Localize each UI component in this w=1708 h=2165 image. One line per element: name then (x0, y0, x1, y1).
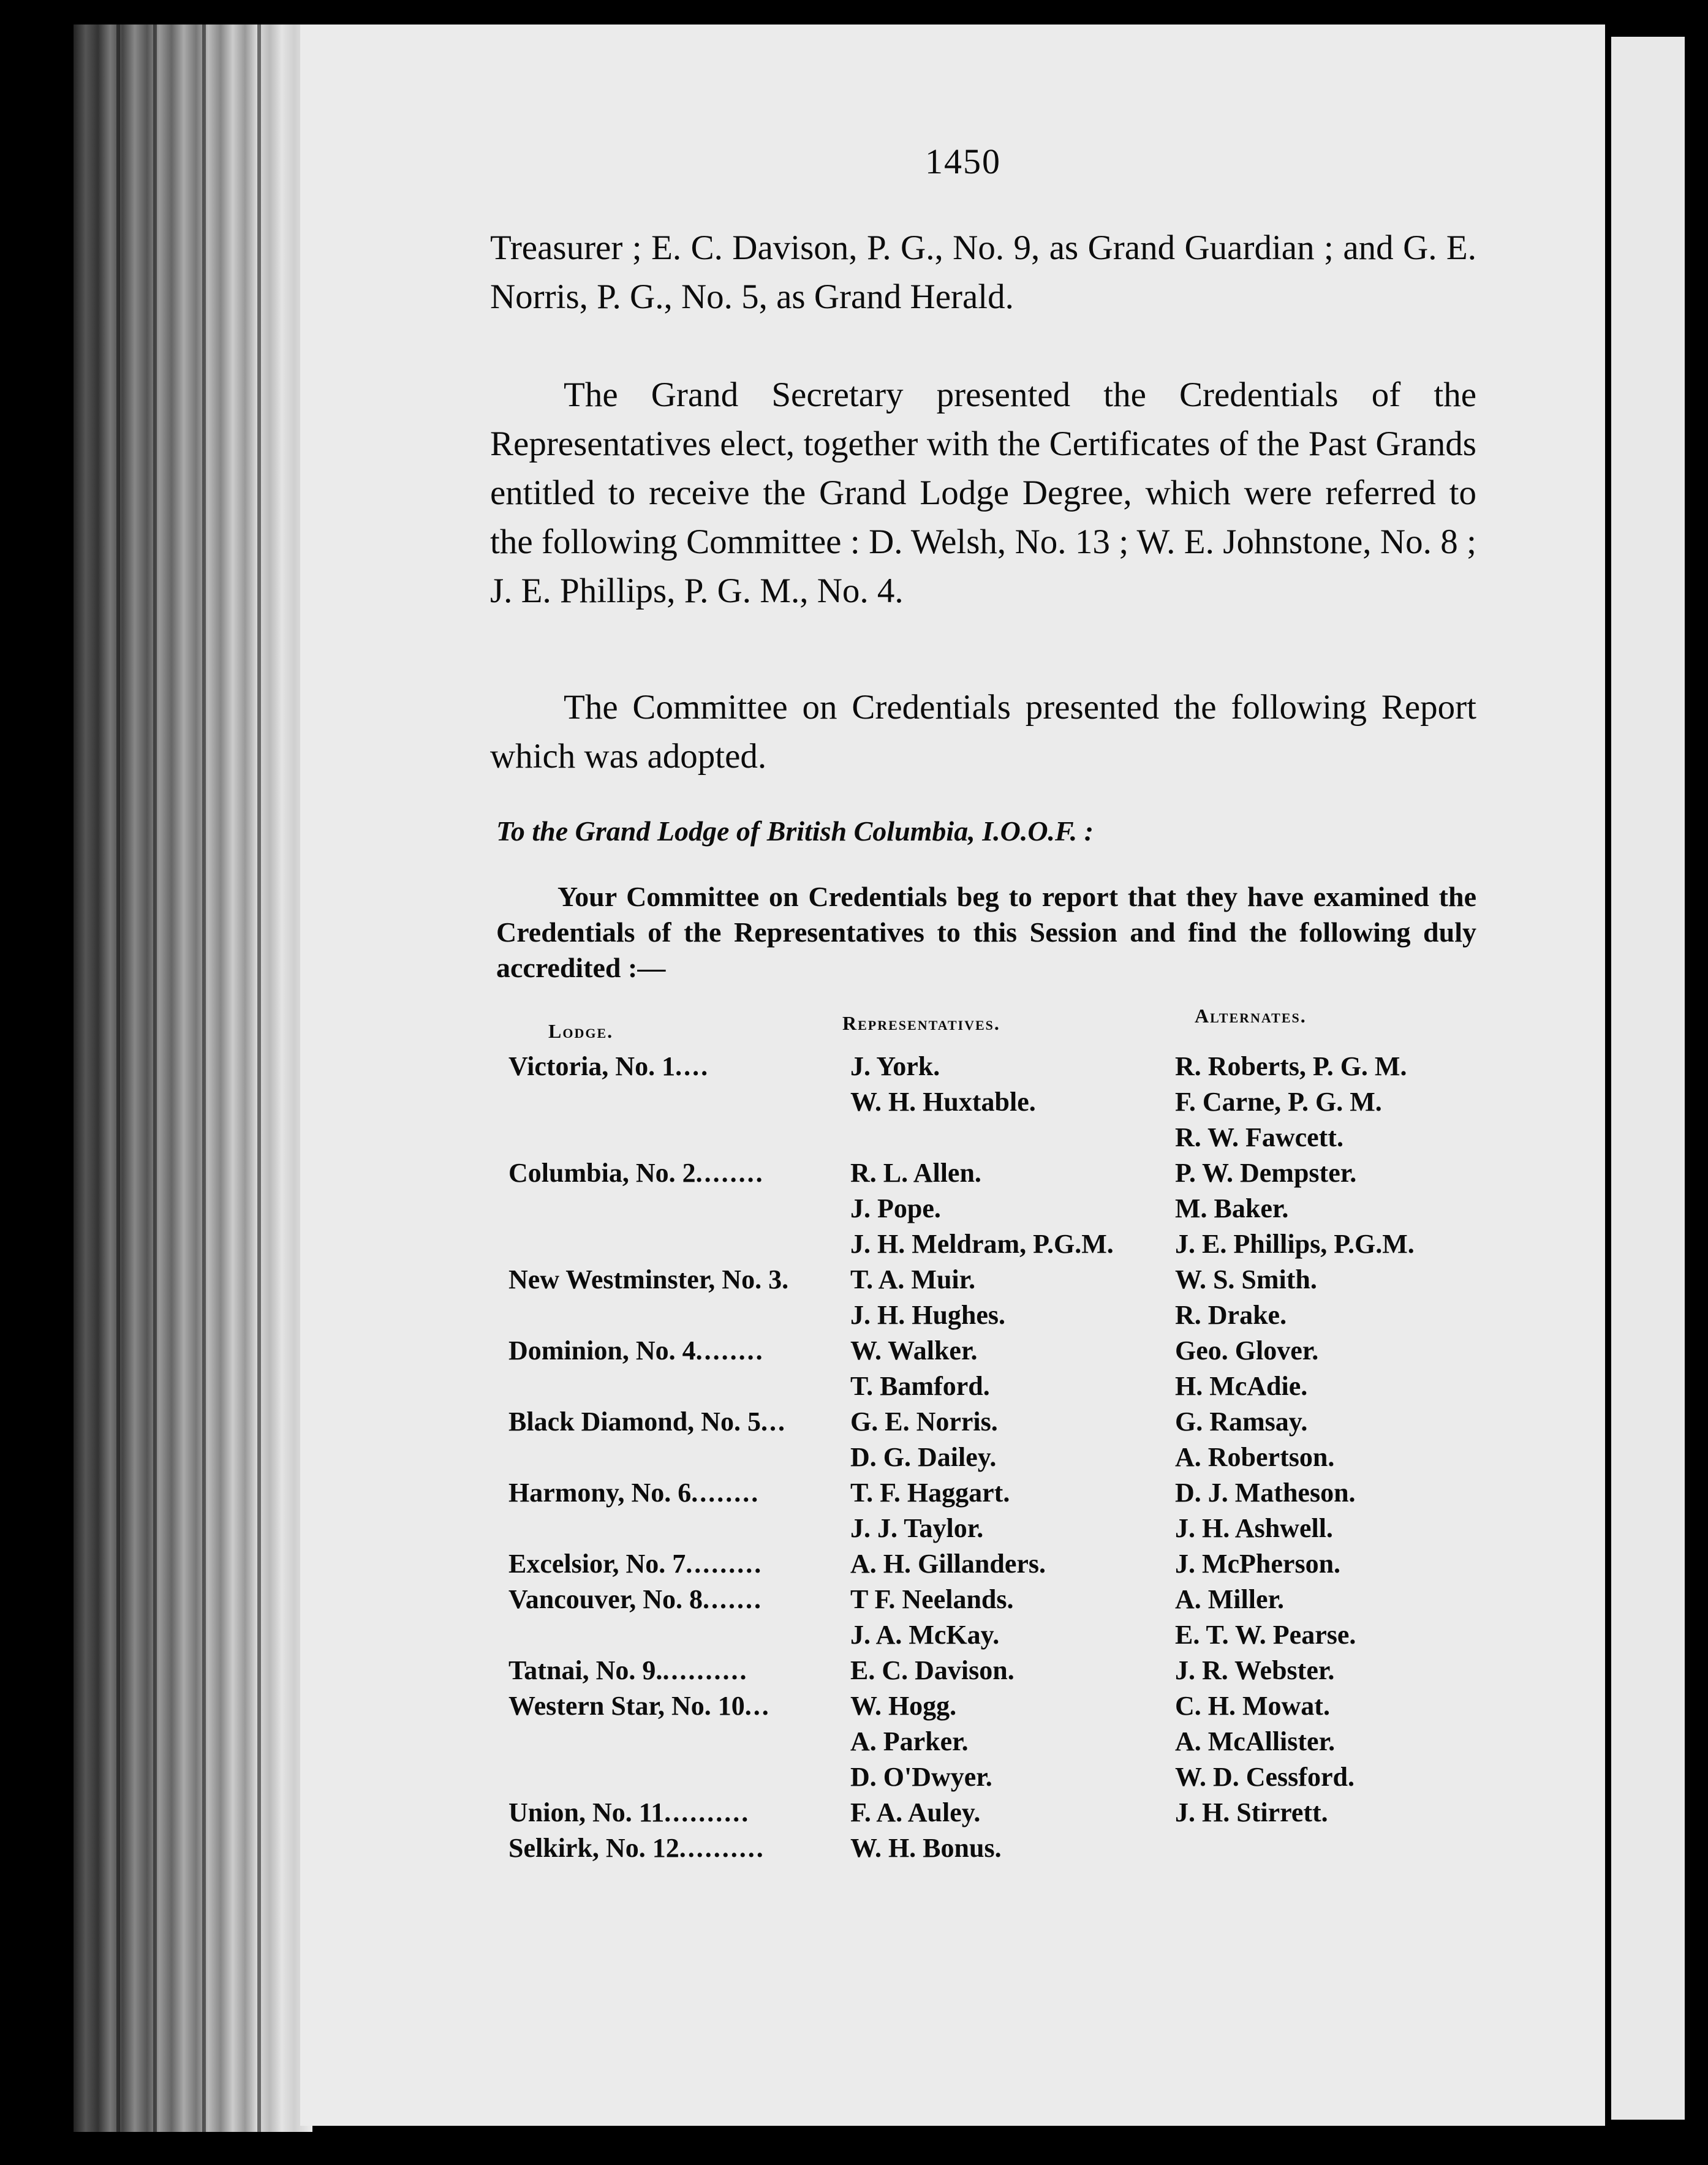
document-page (300, 25, 1605, 2126)
table-row (300, 1370, 1605, 1406)
credentials-table (300, 25, 1605, 2126)
lodge-name: New Westminster, No. 3 (508, 1264, 782, 1294)
lodge-name: Harmony, No. 6 (508, 1478, 692, 1508)
leader-dots: . (782, 1264, 791, 1294)
table-row (300, 1832, 1605, 1868)
report-address: To the Grand Lodge of British Columbia, I.O.O.F. : (496, 815, 1094, 847)
page-edge-line (257, 25, 261, 2132)
table-row (300, 1690, 1605, 1726)
representative-cell: W. H. Bonus. (850, 1833, 1002, 1863)
representative-cell: J. H. Hughes. (850, 1300, 1006, 1330)
lodge-cell (508, 1584, 763, 1615)
representative-cell: W. Hogg. (850, 1691, 957, 1721)
table-row (300, 1726, 1605, 1761)
representative-cell: T. F. Haggart. (850, 1478, 1010, 1508)
representative-cell: E. C. Davison. (850, 1655, 1015, 1685)
leader-dots: .......... (679, 1833, 765, 1863)
leader-dots: ......... (686, 1549, 763, 1579)
representative-cell: F. A. Auley. (850, 1797, 981, 1827)
alternate-cell: M. Baker. (1175, 1193, 1289, 1223)
alternate-cell: R. W. Fawcett. (1175, 1122, 1343, 1152)
lodge-name: Vancouver, No. 8 (508, 1584, 703, 1614)
lodge-name: Columbia, No. 2 (508, 1158, 696, 1188)
representative-cell: W. H. Huxtable. (850, 1087, 1036, 1117)
representative-cell: T. Bamford. (850, 1371, 990, 1401)
alternate-cell: F. Carne, P. G. M. (1175, 1087, 1382, 1117)
lodge-cell (508, 1264, 790, 1295)
table-row (300, 1299, 1605, 1335)
lodge-name: Union, No. 11 (508, 1797, 665, 1827)
leader-dots: ........ (695, 1336, 765, 1366)
leader-dots: .... (675, 1051, 710, 1081)
book-page-edges (74, 25, 312, 2132)
representative-cell: J. J. Taylor. (850, 1513, 984, 1543)
alternate-cell: J. H. Stirrett. (1175, 1797, 1328, 1827)
representative-cell: J. H. Meldram, P.G.M. (850, 1229, 1114, 1259)
lodge-cell (508, 1655, 748, 1686)
alternate-cell: E. T. W. Pearse. (1175, 1620, 1356, 1650)
lodge-cell (508, 1051, 709, 1082)
table-row (300, 1441, 1605, 1477)
alternate-cell: A. Robertson. (1175, 1442, 1335, 1472)
lodge-cell (508, 1832, 765, 1864)
leader-dots: ........ (695, 1158, 765, 1188)
lodge-name: Selkirk, No. 12 (508, 1833, 679, 1863)
lodge-cell (508, 1335, 765, 1366)
alternate-cell: A. Miller. (1175, 1584, 1284, 1614)
table-row (300, 1477, 1605, 1513)
table-row (300, 1548, 1605, 1584)
report-body-text: Your Committee on Credentials beg to report that they have examined the Credentials of the Representatives to this Session and find the following duly accredited :— (496, 881, 1476, 983)
lodge-cell (508, 1157, 765, 1188)
representative-cell: W. Walker. (850, 1336, 978, 1366)
lodge-name: Tatnai, No. 9. (508, 1655, 663, 1685)
representative-cell: G. E. Norris. (850, 1407, 998, 1437)
alternate-cell: Geo. Glover. (1175, 1336, 1319, 1366)
representative-cell: J. York. (850, 1051, 940, 1081)
representative-cell: A. Parker. (850, 1726, 969, 1756)
alternate-cell: R. Roberts, P. G. M. (1175, 1051, 1407, 1081)
facing-page-strip (1611, 37, 1685, 2120)
table-row (300, 1761, 1605, 1797)
leader-dots: .......... (664, 1797, 750, 1827)
leader-dots: ........ (691, 1478, 760, 1508)
lodge-cell (508, 1406, 787, 1437)
alternate-cell: W. S. Smith. (1175, 1264, 1317, 1294)
table-row (300, 1228, 1605, 1264)
table-row (300, 1193, 1605, 1228)
leader-dots: .......... (662, 1655, 749, 1685)
representative-cell: T. A. Muir. (850, 1264, 976, 1294)
page-edge-line (202, 25, 206, 2132)
column-header-alternates: Alternates. (1195, 1005, 1307, 1027)
table-row (300, 1335, 1605, 1370)
representative-cell: T F. Neelands. (850, 1584, 1014, 1614)
alternate-cell: P. W. Dempster. (1175, 1158, 1357, 1188)
alternate-cell: D. J. Matheson. (1175, 1478, 1356, 1508)
representative-cell: J. Pope. (850, 1193, 941, 1223)
alternate-cell: J. E. Phillips, P.G.M. (1175, 1229, 1415, 1259)
alternate-cell: R. Drake. (1175, 1300, 1287, 1330)
lodge-name: Excelsior, No. 7 (508, 1549, 686, 1579)
table-row (300, 1797, 1605, 1832)
lodge-cell (508, 1477, 760, 1508)
alternate-cell: C. H. Mowat. (1175, 1691, 1330, 1721)
leader-dots: ... (744, 1691, 771, 1721)
alternate-cell: J. McPherson. (1175, 1549, 1341, 1579)
table-row (300, 1619, 1605, 1655)
representative-cell: J. A. McKay. (850, 1620, 1000, 1650)
table-row (300, 1584, 1605, 1619)
table-row (300, 1122, 1605, 1157)
alternate-cell: J. H. Ashwell. (1175, 1513, 1333, 1543)
table-row (300, 1086, 1605, 1122)
lodge-cell (508, 1797, 750, 1828)
alternate-cell: W. D. Cessford. (1175, 1762, 1355, 1792)
lodge-cell (508, 1548, 763, 1579)
leader-dots: ....... (703, 1584, 763, 1614)
lodge-cell (508, 1690, 771, 1721)
lodge-name: Western Star, No. 10 (508, 1691, 745, 1721)
table-row (300, 1051, 1605, 1086)
leader-dots: ... (760, 1407, 787, 1437)
table-row (300, 1406, 1605, 1441)
column-header-lodge: Lodge. (548, 1020, 614, 1042)
lodge-name: Dominion, No. 4 (508, 1336, 696, 1366)
table-row (300, 1264, 1605, 1299)
representative-cell: D. G. Dailey. (850, 1442, 997, 1472)
paragraph-committee-report-text: The Committee on Credentials presented the following Report which was adopted. (490, 688, 1476, 776)
table-row (300, 1655, 1605, 1690)
alternate-cell: G. Ramsay. (1175, 1407, 1308, 1437)
representative-cell: A. H. Gillanders. (850, 1549, 1046, 1579)
page-edge-line (116, 25, 120, 2132)
lodge-name: Victoria, No. 1 (508, 1051, 676, 1081)
lodge-name: Black Diamond, No. 5 (508, 1407, 761, 1437)
paragraph-credentials-text: The Grand Secretary presented the Credentials of the Representatives elect, together with the Certificates of the Past Grands entitled to receive the Grand Lodge Degree, which were referred to the following Committee : D. Welsh, No. 13 ; W. E. Johnstone, No. 8 ; J. E. Phillips, P. G. M., No. 4. (490, 376, 1476, 610)
alternate-cell: H. McAdie. (1175, 1371, 1308, 1401)
alternate-cell: A. McAllister. (1175, 1726, 1336, 1756)
paragraph-treasurer: Treasurer ; E. C. Davison, P. G., No. 9, as Grand Guardian ; and G. E. Norris, P. G., No. 5, as Grand Herald. (490, 229, 1476, 316)
page-edge-line (153, 25, 157, 2132)
representative-cell: R. L. Allen. (850, 1158, 981, 1188)
table-row (300, 1157, 1605, 1193)
column-header-representatives: Representatives. (842, 1012, 1000, 1034)
alternate-cell: J. R. Webster. (1175, 1655, 1335, 1685)
page-number: 1450 (925, 142, 1001, 181)
representative-cell: D. O'Dwyer. (850, 1762, 992, 1792)
table-row (300, 1513, 1605, 1548)
